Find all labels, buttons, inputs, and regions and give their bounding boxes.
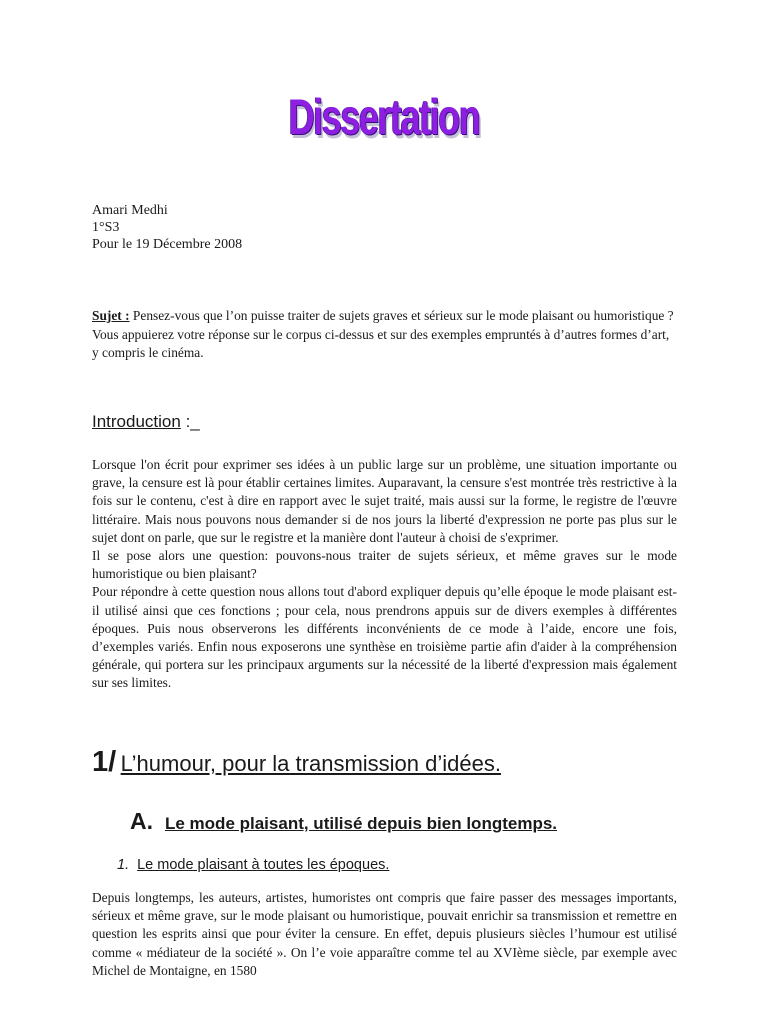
part-1-heading bbox=[92, 746, 501, 779]
subsection-1-body bbox=[92, 889, 677, 980]
due-date: Pour le 19 Décembre 2008 bbox=[92, 237, 243, 252]
subsection-1-heading bbox=[117, 857, 389, 873]
section-a-heading bbox=[130, 808, 557, 835]
author-name: Amari Medhi bbox=[92, 203, 168, 218]
sujet-text: Pensez-vous que l’on puisse traiter de sujets graves et sérieux sur le mode plaisant ou humoristique ? Vous appuierez votre réponse sur le corpus ci-dessus et sur des exemples empruntés à d’autres formes d’art, y compris le cinéma. bbox=[92, 308, 674, 360]
sujet-label: Sujet : bbox=[92, 308, 130, 323]
intro-paragraph-3: Pour répondre à cette question nous allons tout d'abord expliquer depuis qu’elle époque le mode plaisant est-il utilisé ainsi que ces fonctions ; pour cela, nous prendrons appuis sur de divers exemples à différentes époques. Puis nous observerons les différents inconvénients de ce mode à l’aide, encore une fois, d’exemples variés. Enfin nous exposerons une synthèse en troisième partie afin d'aider à la compréhension générale, qui portera sur les principaux arguments sur la nécessité de la liberté d'expression mais également sur ses limites. bbox=[92, 584, 677, 691]
sujet-paragraph bbox=[92, 307, 677, 363]
introduction-body bbox=[92, 456, 677, 693]
section-a-letter: A. bbox=[130, 808, 153, 834]
body-paragraph-1: Depuis longtemps, les auteurs, artistes, humoristes ont compris que faire passer des messages importants, sérieux et même grave, sur le mode plaisant ou humoristique, pouvait enrichir sa transmission et remettre en question les esprits ainsi que pour éviter la censure. En effet, depuis plusieurs siècles l’humour est utilisé comme « médiateur de la société ». On l’e voie apparaître comme tel au XVIème siècle, par exemple avec Michel de Montaigne, en 1580 bbox=[92, 890, 677, 978]
subsection-1-number: 1. bbox=[117, 857, 130, 873]
intro-paragraph-2: Il se pose alors une question: pouvons-nous traiter de sujets sérieux, et même graves sur le mode humoristique ou bien plaisant? bbox=[92, 548, 677, 582]
introduction-heading-suffix: :_ bbox=[180, 412, 200, 431]
intro-paragraph-1: Lorsque l'on écrit pour exprimer ses idées à un public large sur un problème, une situation importante ou grave, la censure est là pour établir certaines limites. Auparavant, la censure s'est montrée très restrictive à la fois sur le contenu, c'est à dire en rapport avec le sujet traité, mais aussi sur la forme, le registre de l'œuvre littéraire. Mais nous pouvons nous demander si de nos jours la liberté d'expression ne porte pas plus sur le sujet dont on parle, que sur le registre et la manière dont l'auteur à choisi de s'exprimer. bbox=[92, 457, 677, 545]
introduction-heading bbox=[92, 412, 200, 432]
part-1-number: 1/ bbox=[92, 746, 117, 778]
subsection-1-title: Le mode plaisant à toutes les époques. bbox=[137, 857, 390, 873]
document-title: Dissertation bbox=[288, 89, 480, 145]
author-class: 1°S3 bbox=[92, 220, 120, 235]
section-a-title: Le mode plaisant, utilisé depuis bien longtemps. bbox=[165, 814, 558, 833]
introduction-heading-text: Introduction bbox=[92, 412, 181, 431]
part-1-title: L’humour, pour la transmission d’idées. bbox=[120, 751, 501, 776]
author-block bbox=[92, 202, 242, 253]
